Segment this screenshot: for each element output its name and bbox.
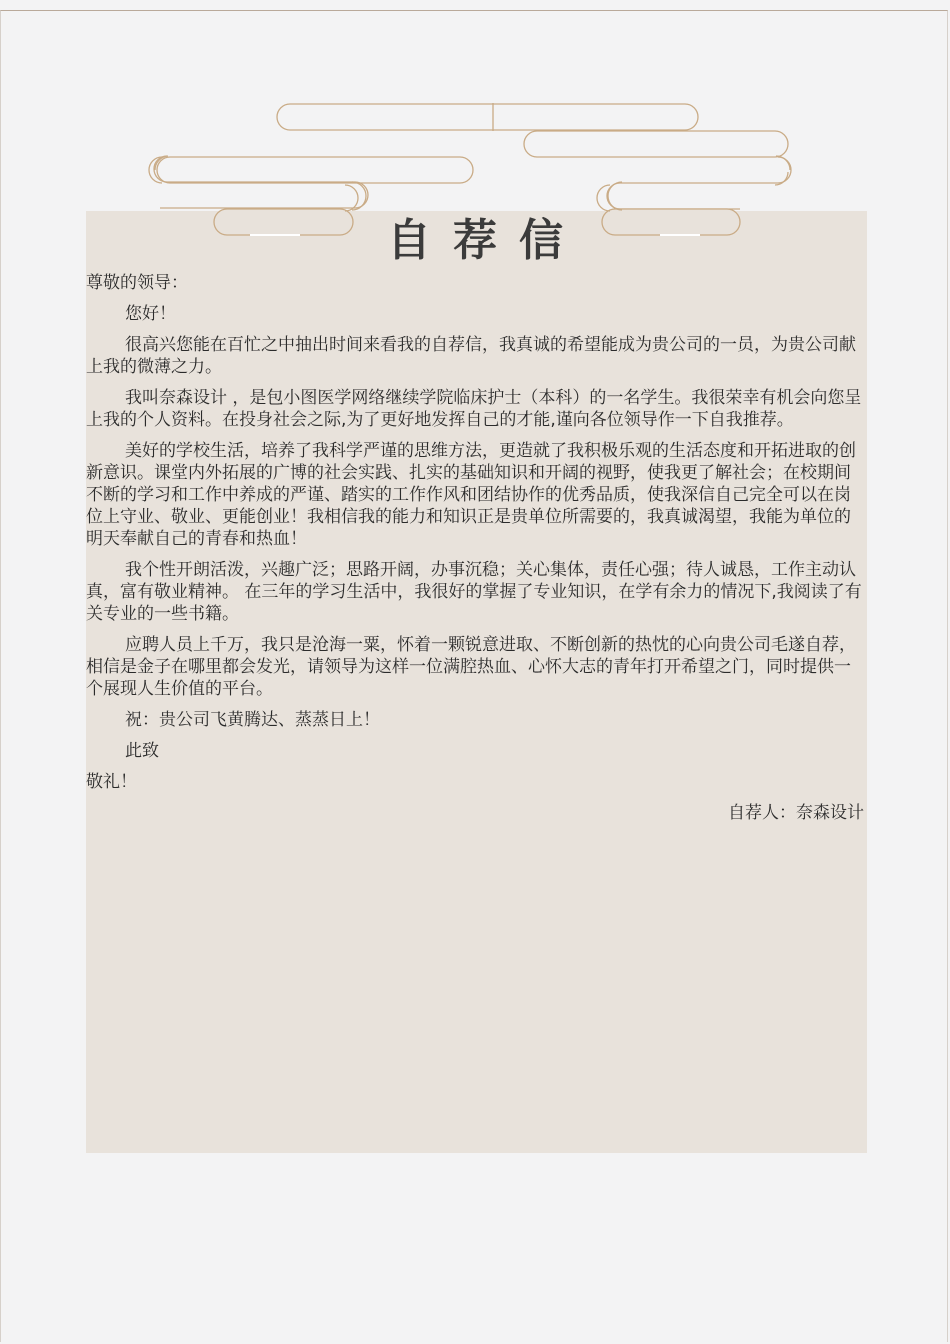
letter-wishes: 祝：贵公司飞黄腾达、蒸蒸日上！ (125, 710, 380, 730)
letter-paragraph: 我个性开朗活泼，兴趣广泛；思路开阔，办事沉稳；关心集体，责任心强；待人诚恳，工作主动认真，富有敬业精神。 在三年的学习生活中，我很好的掌握了专业知识，在学有余力的情况下,我阅读了有关专业的一些书籍。 (86, 560, 862, 624)
letter-cizhi: 此致 (125, 741, 159, 761)
letter-signature: 自荐人：奈森设计 (728, 803, 864, 823)
letter-paragraph: 很高兴您能在百忙之中抽出时间来看我的自荐信，我真诚的希望能成为贵公司的一员，为贵公司献上我的微薄之力。 (86, 335, 856, 377)
letter-greeting: 您好！ (125, 304, 176, 324)
letter-title: 自荐信 (387, 215, 585, 266)
letter-body (86, 272, 864, 824)
letter-salutation: 尊敬的领导： (86, 273, 188, 293)
letter-paragraph: 应聘人员上千万，我只是沧海一粟，怀着一颗锐意进取、不断创新的热忱的心向贵公司毛遂自荐，相信是金子在哪里都会发光，请领导为这样一位满腔热血、心怀大志的青年打开希望之门，同时提供一个展现人生价值的平台。 (86, 635, 856, 699)
letter-paragraph: 我叫奈森设计 ，是包小图医学网络继续学院临床护士（本科）的一名学生。我很荣幸有机会向您呈上我的个人资料。在投身社会之际,为了更好地发挥自己的才能,谨向各位领导作一下自我推荐。 (86, 388, 862, 430)
letter-closing: 敬礼！ (86, 772, 137, 792)
letter-paragraph: 美好的学校生活，培养了我科学严谨的思维方法，更造就了我积极乐观的生活态度和开拓进取的创新意识。课堂内外拓展的广博的社会实践、扎实的基础知识和开阔的视野，使我更了解社会；在校期间不断的学习和工作中养成的严谨、踏实的工作作风和团结协作的优秀品质，使我深信自己完全可以在岗位上守业、敬业、更能创业！我相信我的能力和知识正是贵单位所需要的，我真诚渴望，我能为单位的明天奉献自己的青春和热血！ (86, 441, 856, 549)
